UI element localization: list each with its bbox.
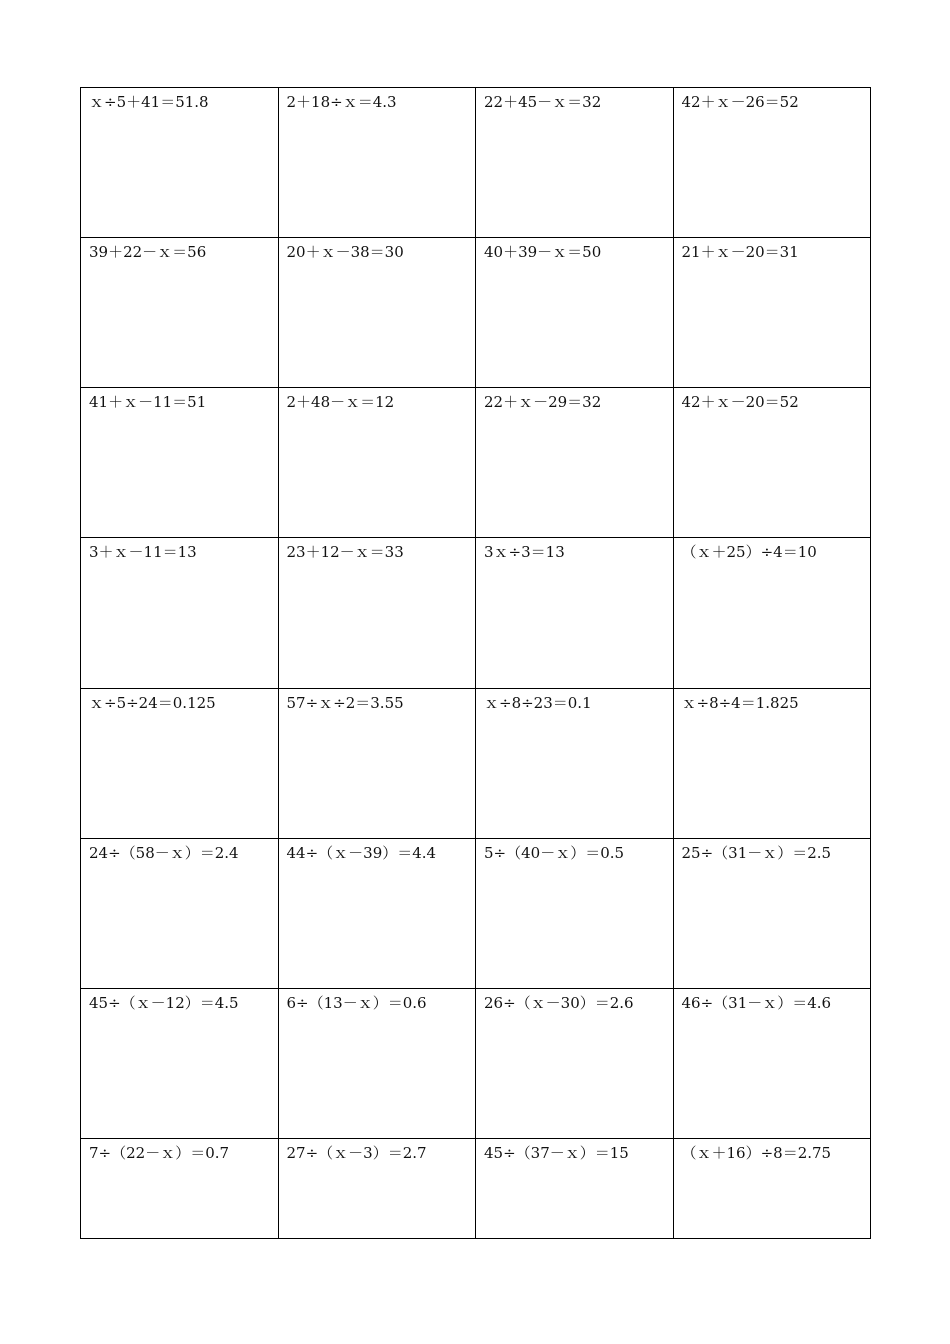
equation-cell: 40＋39－ｘ＝50 xyxy=(476,238,674,388)
table-row xyxy=(81,88,871,238)
equation-cell: 45÷（ｘ－12）＝4.5 xyxy=(81,988,279,1138)
equation-cell: 27÷（ｘ－3）＝2.7 xyxy=(278,1138,476,1238)
table-row xyxy=(81,838,871,988)
equation-cell: 45÷（37－ｘ）＝15 xyxy=(476,1138,674,1238)
equation-cell: 2＋18÷ｘ＝4.3 xyxy=(278,88,476,238)
table-row xyxy=(81,388,871,538)
equation-cell: 6÷（13－ｘ）＝0.6 xyxy=(278,988,476,1138)
equation-cell: 3＋ｘ－11＝13 xyxy=(81,538,279,688)
table-row xyxy=(81,988,871,1138)
equation-worksheet-table xyxy=(80,87,871,1239)
equation-cell: 22＋45－ｘ＝32 xyxy=(476,88,674,238)
equation-cell: 46÷（31－ｘ）＝4.6 xyxy=(673,988,871,1138)
equation-cell: 26÷（ｘ－30）＝2.6 xyxy=(476,988,674,1138)
equation-cell: 41＋ｘ－11＝51 xyxy=(81,388,279,538)
equation-cell: ｘ÷5÷24＝0.125 xyxy=(81,688,279,838)
table-row xyxy=(81,1138,871,1238)
equation-cell: 5÷（40－ｘ）＝0.5 xyxy=(476,838,674,988)
equation-cell: 25÷（31－ｘ）＝2.5 xyxy=(673,838,871,988)
equation-cell: （ｘ＋25）÷4＝10 xyxy=(673,538,871,688)
equation-cell: 21＋ｘ－20＝31 xyxy=(673,238,871,388)
equation-cell: 42＋ｘ－20＝52 xyxy=(673,388,871,538)
equation-cell: 20＋ｘ－38＝30 xyxy=(278,238,476,388)
equation-cell: ｘ÷5＋41＝51.8 xyxy=(81,88,279,238)
equation-cell: 7÷（22－ｘ）＝0.7 xyxy=(81,1138,279,1238)
equation-cell: 22＋ｘ－29＝32 xyxy=(476,388,674,538)
equation-cell: 44÷（ｘ－39）＝4.4 xyxy=(278,838,476,988)
equation-cell: ｘ÷8÷4＝1.825 xyxy=(673,688,871,838)
equation-cell: ｘ÷8÷23＝0.1 xyxy=(476,688,674,838)
equation-cell: 23＋12－ｘ＝33 xyxy=(278,538,476,688)
equation-cell: 2＋48－ｘ＝12 xyxy=(278,388,476,538)
equation-cell: 39＋22－ｘ＝56 xyxy=(81,238,279,388)
equation-cell: 42＋ｘ－26＝52 xyxy=(673,88,871,238)
equation-cell: （ｘ＋16）÷8＝2.75 xyxy=(673,1138,871,1238)
equation-cell: 24÷（58－ｘ）＝2.4 xyxy=(81,838,279,988)
table-row xyxy=(81,688,871,838)
table-row xyxy=(81,238,871,388)
equation-cell: 3ｘ÷3＝13 xyxy=(476,538,674,688)
table-row xyxy=(81,538,871,688)
equation-cell: 57÷ｘ÷2＝3.55 xyxy=(278,688,476,838)
